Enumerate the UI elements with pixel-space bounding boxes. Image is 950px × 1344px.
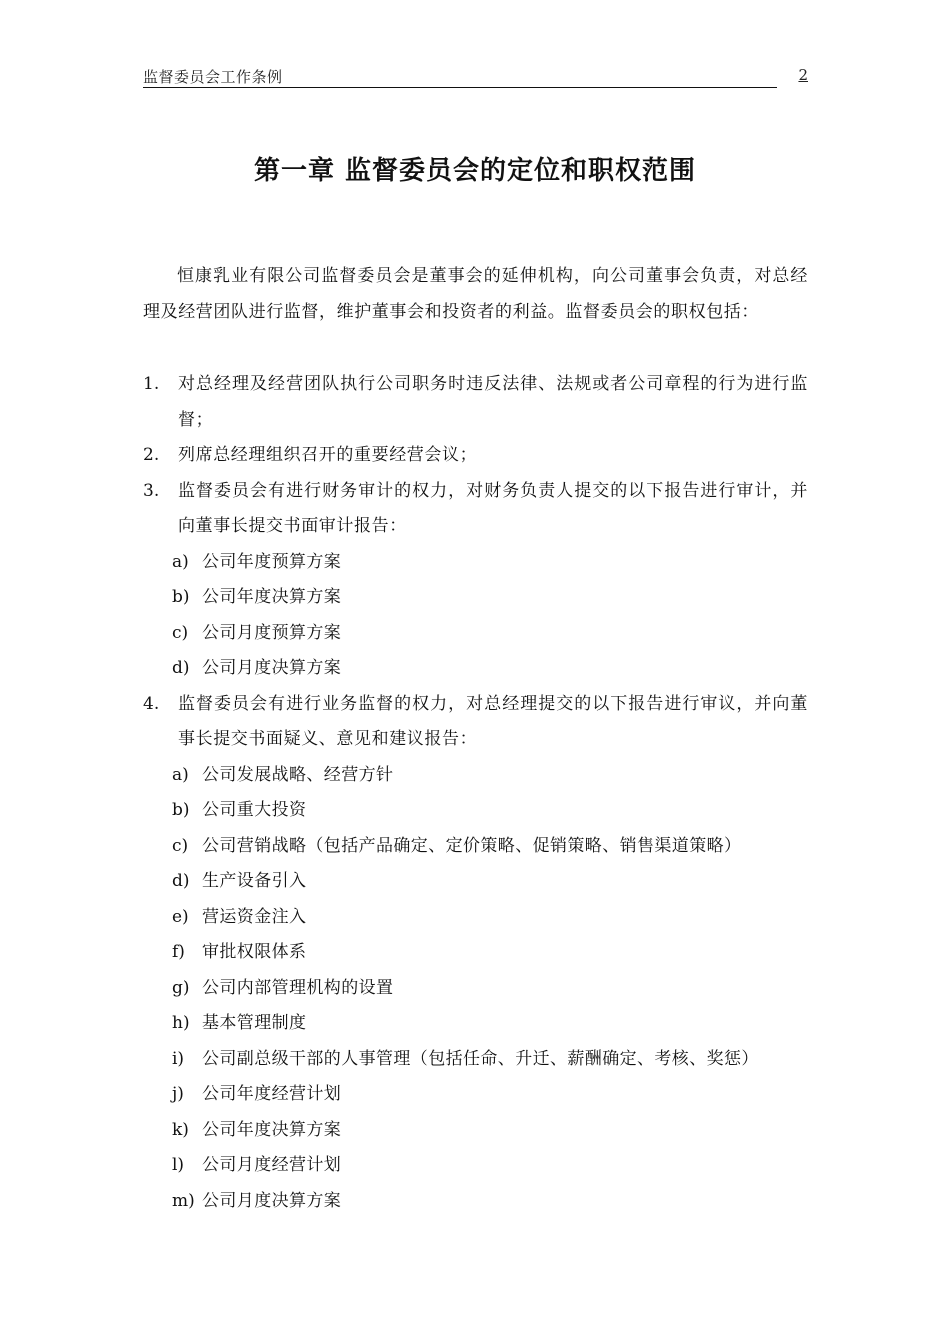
sub-list-item-letter: e) bbox=[172, 906, 189, 927]
sub-list-item-letter: b) bbox=[172, 587, 190, 607]
sub-list-item-text: 公司月度决算方案 bbox=[202, 658, 342, 678]
sub-list-item-text: 公司发展战略、经营方针 bbox=[202, 764, 394, 785]
list-item-text: 监督委员会有进行财务审计的权力，对财务负责人提交的以下报告进行审计，并向董事长提交书面审计报告： bbox=[178, 480, 808, 536]
sub-list-item-letter: d) bbox=[172, 871, 190, 891]
sub-list-item-text: 审批权限体系 bbox=[202, 942, 307, 962]
list-item-number: 4. bbox=[143, 693, 160, 714]
sub-list-item-letter: f) bbox=[172, 942, 185, 962]
list-item-number: 1. bbox=[143, 374, 160, 394]
sub-list-item-letter: c) bbox=[172, 622, 189, 643]
sub-list-item bbox=[143, 971, 808, 1007]
page-header bbox=[143, 66, 808, 88]
sub-list-item bbox=[143, 793, 808, 829]
sub-list-item-text: 公司月度经营计划 bbox=[202, 1155, 342, 1175]
chapter-title: 第一章 监督委员会的定位和职权范围 bbox=[253, 156, 697, 186]
intro-paragraph: 恒康乳业有限公司监督委员会是董事会的延伸机构，向公司董事会负责，对总经理及经营团队进行监督，维护董事会和投资者的利益。监督委员会的职权包括： bbox=[143, 266, 808, 322]
sub-list-item bbox=[143, 1077, 808, 1113]
sub-list-item-letter: k) bbox=[172, 1119, 189, 1140]
sub-list-item-text: 公司副总级干部的人事管理（包括任命、升迁、薪酬确定、考核、奖惩） bbox=[202, 1048, 759, 1069]
sub-list-item-letter: j) bbox=[172, 1084, 184, 1104]
sub-list-item-text: 公司月度决算方案 bbox=[202, 1190, 342, 1211]
duty-list bbox=[143, 367, 808, 1219]
sub-list-item-letter: b) bbox=[172, 800, 190, 820]
list-item bbox=[143, 474, 808, 545]
sub-list-item-letter: a) bbox=[172, 764, 189, 785]
sub-list-item-letter: l) bbox=[172, 1155, 185, 1175]
list-item bbox=[143, 438, 808, 474]
sub-list-item bbox=[143, 580, 808, 616]
sub-list-item bbox=[143, 1184, 808, 1220]
sub-list-item-letter: d) bbox=[172, 658, 190, 678]
sub-list-item bbox=[143, 900, 808, 936]
sub-list-item-letter: a) bbox=[172, 551, 189, 572]
sub-list-item bbox=[143, 1148, 808, 1184]
sub-list-item bbox=[143, 829, 808, 865]
sub-list-item-letter: g) bbox=[172, 977, 190, 998]
sub-list-item-text: 公司年度预算方案 bbox=[202, 551, 342, 572]
list-item-text: 监督委员会有进行业务监督的权力，对总经理提交的以下报告进行审议，并向董事长提交书面疑义、意见和建议报告： bbox=[178, 693, 808, 749]
sub-list-item-text: 基本管理制度 bbox=[202, 1013, 307, 1033]
list-item-text: 列席总经理组织召开的重要经营会议； bbox=[178, 445, 478, 465]
sub-list-item-text: 生产设备引入 bbox=[202, 871, 307, 891]
sub-list-item-text: 公司营销战略（包括产品确定、定价策略、促销策略、销售渠道策略） bbox=[202, 835, 742, 856]
sub-list-item-text: 公司年度决算方案 bbox=[202, 1119, 342, 1140]
page-number: 2 bbox=[798, 66, 808, 84]
sub-list-item bbox=[143, 1113, 808, 1149]
list-item-text: 对总经理及经营团队执行公司职务时违反法律、法规或者公司章程的行为进行监督； bbox=[178, 374, 808, 430]
sub-list-item bbox=[143, 651, 808, 687]
sub-list-item bbox=[143, 616, 808, 652]
sub-list-item-letter: c) bbox=[172, 835, 189, 856]
list-item bbox=[143, 367, 808, 438]
sub-list-item-text: 营运资金注入 bbox=[202, 906, 307, 927]
sub-list-item-text: 公司月度预算方案 bbox=[202, 622, 342, 643]
sub-list-item bbox=[143, 1006, 808, 1042]
list-item-number: 3. bbox=[143, 480, 160, 501]
sub-list-item bbox=[143, 864, 808, 900]
list-item bbox=[143, 687, 808, 758]
sub-list-item-letter: h) bbox=[172, 1013, 190, 1033]
header-rule bbox=[143, 87, 777, 88]
sub-list-item-letter: i) bbox=[172, 1048, 185, 1069]
list-item-number: 2. bbox=[143, 445, 160, 465]
sub-list-item-text: 公司年度决算方案 bbox=[202, 587, 342, 607]
sub-list-item bbox=[143, 545, 808, 581]
sub-list-item bbox=[143, 1042, 808, 1078]
sub-list-item-text: 公司年度经营计划 bbox=[202, 1084, 342, 1104]
sub-list-item-text: 公司重大投资 bbox=[202, 800, 307, 820]
sub-list-item bbox=[143, 935, 808, 971]
sub-list-item-text: 公司内部管理机构的设置 bbox=[202, 977, 394, 998]
header-title: 监督委员会工作条例 bbox=[143, 68, 283, 86]
sub-list-item bbox=[143, 758, 808, 794]
sub-list-item-letter: m) bbox=[172, 1190, 195, 1211]
